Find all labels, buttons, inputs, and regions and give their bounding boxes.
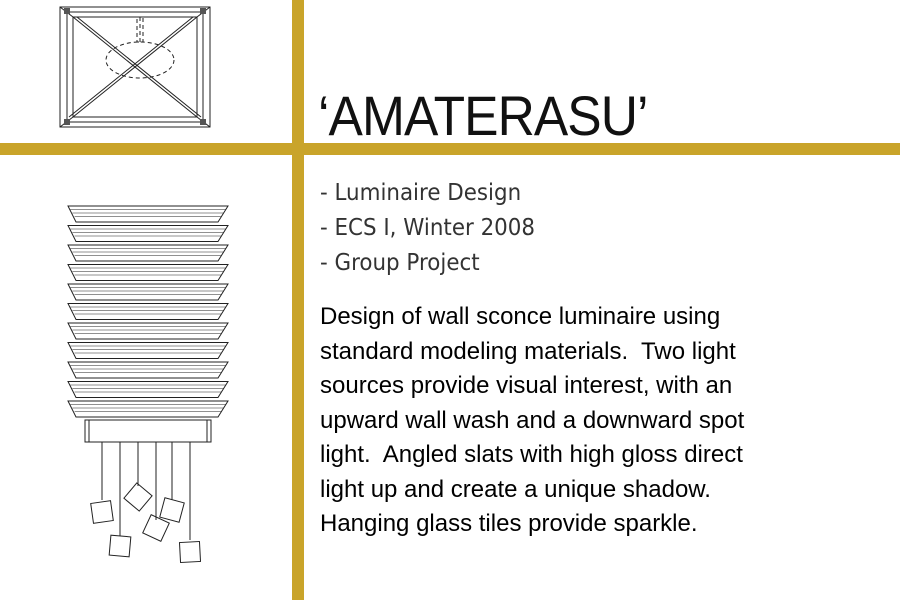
luminaire-elevation-sketch: [60, 200, 240, 575]
slat: [68, 265, 228, 281]
project-meta-list: [320, 176, 551, 281]
description-line: light. Angled slats with high gloss direct: [320, 441, 743, 468]
slat: [68, 226, 228, 242]
slat: [68, 343, 228, 359]
slat: [68, 401, 228, 417]
meta-item: - Group Project: [320, 250, 480, 276]
vertical-accent-bar: [292, 0, 304, 600]
slat: [68, 284, 228, 300]
project-description: [320, 300, 880, 542]
slat: [68, 323, 228, 339]
meta-item: - Luminaire Design: [320, 180, 522, 206]
slats: [68, 206, 228, 417]
description-line: sources provide visual interest, with an: [320, 372, 733, 399]
slat: [68, 382, 228, 398]
description-line: standard modeling materials. Two light: [320, 337, 736, 365]
slat: [68, 206, 228, 222]
description-line: upward wall wash and a downward spot: [320, 406, 745, 434]
description-line: light up and create a unique shadow.: [320, 475, 711, 503]
slat: [68, 362, 228, 378]
meta-item: - ECS I, Winter 2008: [320, 215, 536, 241]
luminaire-top-view-sketch: [55, 5, 220, 133]
description-line: Hanging glass tiles provide sparkle.: [320, 510, 698, 537]
slat: [68, 245, 228, 261]
project-title: ‘AMATERASU’: [318, 84, 648, 147]
slat: [68, 304, 228, 320]
description-line: Design of wall sconce luminaire using: [320, 303, 721, 330]
